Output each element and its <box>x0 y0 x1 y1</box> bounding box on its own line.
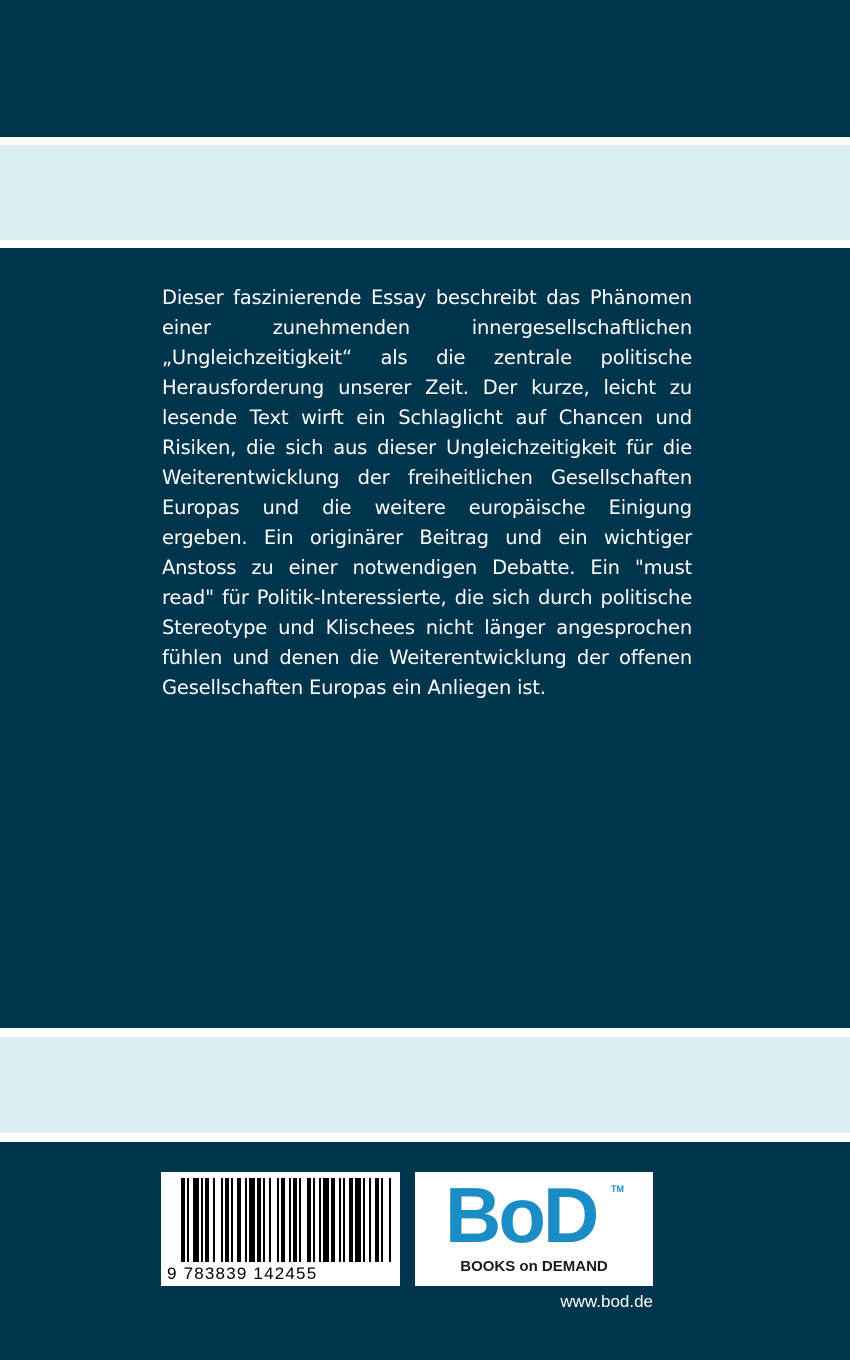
top-dark-band <box>0 0 850 137</box>
back-cover-blurb: Dieser faszinierende Essay beschreibt das Phänomen einer zunehmenden innergesellschaftlichen „Ungleichzeitigkeit“ als die zentrale politische Herausforderung unserer Zeit. Der kurze, leicht zu lesende Text wirft ein Schlaglicht auf Chancen und Risiken, die sich aus dieser Ungleichzeitigkeit für die Weiterentwicklung der freiheitlichen Gesellschaften Europas und die weitere europäische Einigung ergeben. Ein originärer Beitrag und ein wichtiger Anstoss zu einer notwendigen Debatte. Ein "must read" für Politik-Interessierte, die sich durch politische Stereotype und Klischees nicht länger angesprochen fühlen und denen die Weiterentwicklung der offenen Gesellschaften Europas ein Anliegen ist. <box>162 286 692 699</box>
bottom-white-stripe-lower <box>0 1133 850 1142</box>
publisher-url: www.bod.de <box>560 1292 653 1311</box>
bottom-light-band <box>0 1037 850 1133</box>
isbn-barcode <box>161 1172 400 1286</box>
top-light-band <box>0 145 850 240</box>
isbn-number: 9 783839 142455 <box>167 1264 318 1283</box>
publisher-logo <box>415 1172 653 1286</box>
bottom-white-stripe <box>0 1028 850 1037</box>
bod-logo-wordmark: BoD <box>445 1171 597 1259</box>
publisher-tagline: BOOKS on DEMAND <box>460 1258 608 1275</box>
trademark-symbol: TM <box>611 1184 624 1194</box>
top-white-stripe-lower <box>0 240 850 248</box>
barcode-bars <box>161 1172 400 1264</box>
top-white-stripe <box>0 137 850 145</box>
